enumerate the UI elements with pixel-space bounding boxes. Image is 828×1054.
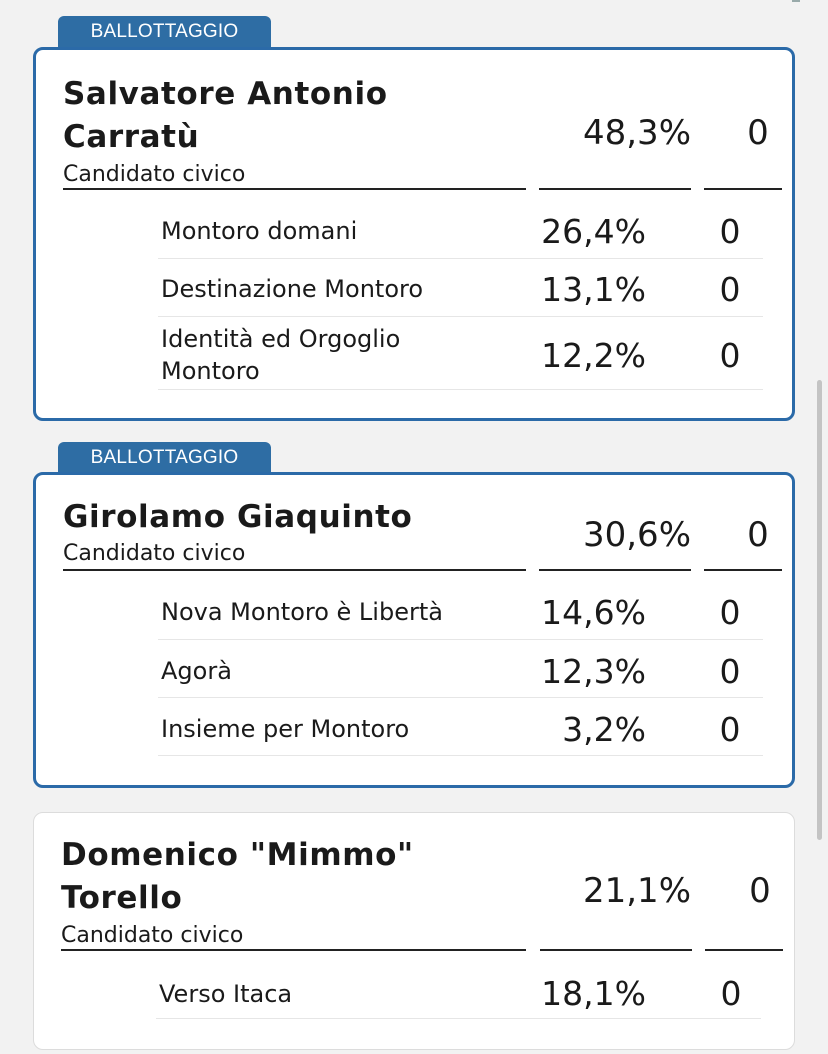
scrollbar[interactable] [817,380,822,840]
candidate-subtitle: Candidato civico [61,923,244,948]
runoff-badge: BALLOTTAGGIO [58,16,271,48]
list-percent: 13,1% [541,270,646,309]
row-divider [158,697,763,698]
scroll-indicator-fragment [792,0,800,2]
row-divider [158,639,763,640]
list-name: Identità ed Orgoglio [161,325,401,353]
candidate-percent: 30,6% [582,515,691,555]
divider [704,569,782,571]
divider [704,188,782,190]
candidate-name-line2: Torello [61,880,183,916]
list-seats: 0 [719,336,741,375]
list-percent: 14,6% [541,593,646,632]
divider [63,569,526,571]
list-name: Agorà [161,657,232,685]
candidate-card [33,47,795,421]
candidate-card [33,472,795,788]
list-percent: 3,2% [562,710,646,749]
divider [539,569,691,571]
list-seats: 0 [719,212,741,251]
list-seats: 0 [719,652,741,691]
divider [539,188,691,190]
list-name: Verso Itaca [159,980,293,1008]
list-name: Destinazione Montoro [161,275,424,303]
row-divider [158,389,763,390]
divider [705,949,783,951]
candidate-subtitle: Candidato civico [63,541,246,566]
candidate-seats: 0 [749,871,771,911]
row-divider [158,755,763,756]
candidate-percent: 48,3% [582,113,691,153]
list-name: Montoro domani [161,217,358,245]
list-seats: 0 [719,270,741,309]
list-percent: 18,1% [541,974,646,1013]
list-name-line2: Montoro [161,357,260,385]
candidate-subtitle: Candidato civico [63,162,246,187]
runoff-badge: BALLOTTAGGIO [58,442,271,474]
candidate-card [33,812,795,1050]
candidate-percent: 21,1% [582,871,691,911]
list-seats: 0 [719,593,741,632]
divider [540,949,692,951]
list-seats: 0 [720,974,742,1013]
list-percent: 12,2% [541,336,646,375]
candidate-seats: 0 [747,113,769,153]
candidate-name: Domenico "Mimmo" [61,837,414,873]
list-seats: 0 [719,710,741,749]
row-divider [158,258,763,259]
list-percent: 26,4% [541,212,646,251]
row-divider [158,316,763,317]
candidate-name-line2: Carratù [63,119,200,155]
list-name: Nova Montoro è Libertà [161,598,443,626]
list-percent: 12,3% [541,652,646,691]
list-name: Insieme per Montoro [161,715,410,743]
candidate-seats: 0 [747,515,769,555]
candidate-name: Girolamo Giaquinto [63,499,413,535]
divider [63,188,526,190]
row-divider [156,1018,761,1019]
candidate-name: Salvatore Antonio [63,76,388,112]
divider [61,949,526,951]
